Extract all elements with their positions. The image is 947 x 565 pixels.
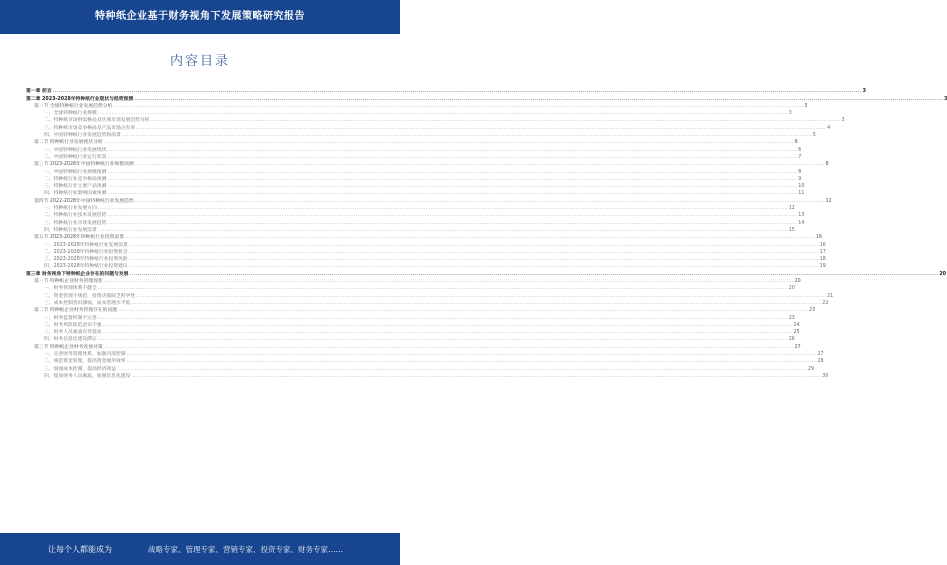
toc-leader-dots: ................................................................................................................................................................................................................................................................................................................................................................................................................ — [107, 169, 798, 175]
toc-entry-page: 8 — [798, 169, 802, 175]
toc-leader-dots: ................................................................................................................................................................................................................................................................................................................................................................................................................ — [128, 242, 819, 248]
toc-entry-label: 二、特种纸市场供需格局及区域市场发展趋势分析 — [44, 118, 150, 124]
toc-entry[interactable] — [26, 138, 798, 146]
toc-leader-dots: ................................................................................................................................................................................................................................................................................................................................................................................................................ — [136, 125, 827, 131]
toc-entry[interactable] — [26, 167, 802, 175]
toc-leader-dots: ................................................................................................................................................................................................................................................................................................................................................................................................................ — [126, 359, 817, 365]
toc-leader-dots: ................................................................................................................................................................................................................................................................................................................................................................................................................ — [52, 89, 862, 95]
toc-entry-label: 四、特种纸行业影响因素预测 — [44, 191, 107, 197]
toc-leader-dots: ................................................................................................................................................................................................................................................................................................................................................................................................................ — [150, 118, 841, 124]
toc-entry-label: 三、2023-2028年特种纸行业投资风险 — [44, 257, 128, 263]
toc-entry[interactable] — [26, 357, 824, 365]
toc-leader-dots: ................................................................................................................................................................................................................................................................................................................................................................................................................ — [103, 344, 794, 350]
toc-leader-dots: ................................................................................................................................................................................................................................................................................................................................................................................................................ — [128, 264, 819, 270]
toc-entry-page: 12 — [788, 206, 795, 212]
toc-leader-dots: ................................................................................................................................................................................................................................................................................................................................................................................................................ — [134, 162, 825, 168]
toc-heading: 内容目录 — [169, 54, 230, 69]
toc-leader-dots: ................................................................................................................................................................................................................................................................................................................................................................................................................ — [107, 191, 798, 197]
toc-leader-dots: ................................................................................................................................................................................................................................................................................................................................................................................................................ — [103, 279, 794, 285]
toc-entry-label: 第五节 2023-2028年特种纸行业投资前景 — [34, 235, 125, 241]
toc-entry-page: 26 — [788, 337, 795, 343]
toc-entry-label: 四、2023-2028年特种纸行业投资建议 — [44, 264, 128, 270]
toc-entry-page: 6 — [794, 140, 798, 146]
toc-entry-label: 第三节 2023-2028年中国特种纸行业规模预测 — [34, 162, 134, 168]
toc-entry-page: 18 — [819, 257, 826, 263]
toc-entry-page: 23 — [809, 308, 816, 314]
toc-entry-page: 30 — [822, 373, 829, 379]
toc-entry[interactable] — [26, 102, 808, 109]
toc-entry[interactable] — [26, 233, 823, 241]
toc-leader-dots: ................................................................................................................................................................................................................................................................................................................................................................................................................ — [97, 206, 788, 212]
toc-entry-label: 一、完善财务管理体系，加强内部控制 — [44, 351, 126, 357]
toc-entry-label: 三、特种纸行业主要产品预测 — [44, 184, 107, 190]
toc-entry-page: 9 — [798, 176, 802, 182]
toc-leader-dots: ................................................................................................................................................................................................................................................................................................................................................................................................................ — [107, 147, 798, 153]
toc-leader-dots: ................................................................................................................................................................................................................................................................................................................................................................................................................ — [125, 235, 815, 241]
toc-leader-dots: ................................................................................................................................................................................................................................................................................................................................................................................................................ — [97, 227, 788, 233]
toc-entry-page: 3 — [788, 111, 792, 117]
toc-entry-page: 25 — [793, 330, 800, 336]
toc-entry-page: 13 — [798, 213, 805, 219]
toc-entry[interactable] — [26, 145, 802, 153]
toc-entry[interactable] — [26, 116, 845, 124]
toc-leader-dots: ................................................................................................................................................................................................................................................................................................................................................................................................................ — [107, 220, 798, 226]
toc-entry-page: 8 — [825, 162, 829, 168]
toc-entry-page: 17 — [819, 249, 826, 255]
toc-entry-page: 12 — [825, 198, 832, 204]
toc-leader-dots: ................................................................................................................................................................................................................................................................................................................................................................................................................ — [97, 111, 788, 117]
toc-leader-dots: ................................................................................................................................................................................................................................................................................................................................................................................................................ — [97, 286, 788, 292]
toc-entry[interactable] — [26, 299, 829, 306]
toc-entry-page: 4 — [827, 125, 831, 131]
toc-leader-dots: ................................................................................................................................................................................................................................................................................................................................................................................................................ — [121, 133, 812, 139]
toc-entry[interactable] — [26, 211, 805, 219]
toc-entry-label: 二、2023-2028年特种纸行业投资机会 — [44, 249, 128, 255]
toc-entry-page: 10 — [798, 184, 805, 190]
toc-entry[interactable] — [26, 109, 792, 117]
toc-leader-dots: ................................................................................................................................................................................................................................................................................................................................................................................................................ — [131, 373, 822, 379]
toc-leader-dots: ................................................................................................................................................................................................................................................................................................................................................................................................................ — [129, 271, 939, 277]
toc-entry-label: 三、特种纸行业市场发展趋势 — [44, 220, 107, 226]
toc-entry-label: 第一节 全球特种纸行业发展趋势分析 — [34, 103, 113, 109]
toc-entry-label: 一、中国特种纸行业发展现状 — [44, 147, 107, 153]
toc-leader-dots: ................................................................................................................................................................................................................................................................................................................................................................................................................ — [116, 366, 807, 372]
toc-leader-dots: ................................................................................................................................................................................................................................................................................................................................................................................................................ — [134, 96, 944, 102]
toc-entry-label: 二、资金管理不规范，投资决策缺乏科学性 — [44, 293, 136, 299]
document-title: 特种纸企业基于财务视角下发展策略研究报告 — [95, 11, 305, 22]
toc-entry-page: 11 — [798, 191, 805, 197]
toc-entry-label: 一、特种纸行业发展方向 — [44, 206, 97, 212]
toc-entry[interactable] — [26, 328, 800, 336]
toc-entry[interactable] — [26, 248, 826, 255]
toc-leader-dots: ................................................................................................................................................................................................................................................................................................................................................................................................................ — [134, 198, 825, 204]
toc-entry[interactable] — [26, 284, 795, 292]
toc-leader-dots: ................................................................................................................................................................................................................................................................................................................................................................................................................ — [107, 184, 798, 190]
toc-entry-label: 四、特种纸行业发展前景 — [44, 227, 97, 233]
toc-entry[interactable] — [26, 189, 805, 197]
toc-entry-page: 7 — [798, 154, 802, 160]
toc-entry[interactable] — [26, 94, 947, 102]
toc-entry[interactable] — [26, 321, 800, 328]
toc-entry[interactable] — [26, 364, 814, 372]
toc-entry-label: 第四节 2022-2028年中国特种纸行业发展趋势 — [34, 198, 134, 204]
toc-entry[interactable] — [26, 335, 795, 343]
toc-entry-label: 第二节 特种纸行业发展现状分析 — [34, 140, 103, 146]
toc-entry-label: 二、中国特种纸行业运行状况 — [44, 154, 107, 160]
toc-leader-dots: ................................................................................................................................................................................................................................................................................................................................................................................................................ — [97, 315, 788, 321]
toc-leader-dots: ................................................................................................................................................................................................................................................................................................................................................................................................................ — [102, 330, 793, 336]
toc-entry-label: 二、规范资金管理，提高资金使用效率 — [44, 359, 126, 365]
toc-entry-label: 第一节 特种纸企业财务管理现状 — [34, 279, 103, 285]
toc-entry-page: 3 — [862, 89, 866, 95]
toc-entry-label: 三、财务人员素质有待提高 — [44, 330, 102, 336]
toc-entry-page: 19 — [819, 264, 826, 270]
toc-entry-page: 15 — [788, 227, 795, 233]
toc-entry[interactable] — [26, 240, 826, 248]
footer-text: 让每个人都能成为 — [48, 545, 112, 554]
toc-entry[interactable] — [26, 306, 816, 314]
toc-entry-label: 第三章 财务视角下特种纸企业存在的问题与发展 — [26, 271, 129, 277]
toc-entry-label: 第三节 特种纸企业财务发展对策 — [34, 344, 103, 350]
toc-entry-page: 21 — [827, 293, 834, 299]
table-of-contents — [26, 87, 947, 379]
toc-leader-dots: ................................................................................................................................................................................................................................................................................................................................................................................................................ — [131, 300, 822, 306]
toc-entry-page: 3 — [944, 96, 947, 102]
toc-entry-label: 三、加强成本控制，提高经济效益 — [44, 366, 116, 372]
toc-entry[interactable] — [26, 87, 866, 95]
toc-entry[interactable] — [26, 255, 826, 263]
toc-entry[interactable] — [26, 269, 947, 277]
toc-entry-page: 28 — [817, 359, 824, 365]
toc-entry-page: 16 — [815, 235, 823, 241]
toc-entry[interactable] — [26, 342, 801, 350]
toc-entry-label: 第二节 特种纸企业财务管理存在的问题 — [34, 308, 118, 314]
toc-entry-page: 6 — [798, 147, 802, 153]
toc-entry-label: 第一章 前言 — [26, 89, 52, 95]
toc-entry[interactable] — [26, 196, 832, 204]
toc-leader-dots: ................................................................................................................................................................................................................................................................................................................................................................................................................ — [107, 176, 798, 182]
toc-entry[interactable] — [26, 175, 802, 182]
toc-entry[interactable] — [26, 182, 805, 190]
toc-entry-label: 一、全球特种纸行业规模 — [44, 111, 97, 117]
toc-entry-label: 三、成本控制意识薄弱，成本管理水平低 — [44, 300, 131, 306]
toc-entry[interactable] — [26, 262, 826, 270]
toc-leader-dots: ................................................................................................................................................................................................................................................................................................................................................................................................................ — [136, 293, 827, 299]
toc-entry[interactable] — [26, 153, 802, 160]
toc-leader-dots: ................................................................................................................................................................................................................................................................................................................................................................................................................ — [107, 213, 798, 219]
footer-bar — [0, 533, 400, 565]
toc-entry-page: 29 — [807, 366, 814, 372]
toc-entry-label: 二、特种纸行业竞争格局预测 — [44, 176, 107, 182]
toc-entry-label: 四、中国特种纸行业发展趋势和前景 — [44, 133, 121, 139]
toc-leader-dots: ................................................................................................................................................................................................................................................................................................................................................................................................................ — [97, 337, 788, 343]
toc-leader-dots: ................................................................................................................................................................................................................................................................................................................................................................................................................ — [128, 249, 819, 255]
toc-entry-page: 5 — [812, 133, 816, 139]
toc-entry-label: 一、中国特种纸行业规模预测 — [44, 169, 107, 175]
toc-entry[interactable] — [26, 350, 824, 357]
toc-entry[interactable] — [26, 160, 829, 168]
toc-entry[interactable] — [26, 226, 795, 233]
toc-entry-label: 一、财务管理体系不健全 — [44, 286, 97, 292]
toc-entry[interactable] — [26, 123, 831, 131]
toc-leader-dots: ................................................................................................................................................................................................................................................................................................................................................................................................................ — [126, 351, 817, 357]
toc-entry[interactable] — [26, 204, 795, 212]
toc-entry-page: 27 — [794, 344, 801, 350]
toc-entry-label: 第二章 2023-2028年特种纸行业现状与趋势预测 — [26, 96, 134, 102]
toc-entry[interactable] — [26, 372, 829, 379]
toc-entry-label: 四、财务信息化建设滞后 — [44, 337, 97, 343]
toc-entry-page: 23 — [788, 315, 795, 321]
toc-entry-page: 24 — [793, 322, 800, 328]
toc-leader-dots: ................................................................................................................................................................................................................................................................................................................................................................................................................ — [113, 103, 804, 109]
toc-entry[interactable] — [26, 291, 834, 299]
toc-leader-dots: ................................................................................................................................................................................................................................................................................................................................................................................................................ — [128, 257, 819, 263]
toc-entry-label: 二、特种纸行业技术发展趋势 — [44, 213, 107, 219]
toc-entry-label: 三、特种纸市场竞争格局及产品市场占有率 — [44, 125, 136, 131]
toc-entry-page: 27 — [817, 351, 824, 357]
toc-leader-dots: ................................................................................................................................................................................................................................................................................................................................................................................................................ — [118, 308, 808, 314]
toc-entry-label: 一、财务监督机制不完善 — [44, 315, 97, 321]
toc-entry-label: 四、提高财务人员素质，加强信息化建设 — [44, 373, 131, 379]
toc-entry-page: 20 — [788, 286, 795, 292]
toc-entry[interactable] — [26, 313, 795, 321]
toc-leader-dots: ................................................................................................................................................................................................................................................................................................................................................................................................................ — [103, 140, 794, 146]
footer-subtitle: 战略专家、管理专家、营销专家、投资专家、财务专家…… — [148, 545, 343, 554]
toc-entry-label: 二、财务风险防范意识不强 — [44, 322, 102, 328]
toc-entry-page: 20 — [939, 271, 947, 277]
toc-leader-dots: ................................................................................................................................................................................................................................................................................................................................................................................................................ — [107, 154, 798, 160]
toc-entry-page: 3 — [804, 103, 808, 109]
toc-entry[interactable] — [26, 131, 816, 139]
toc-entry-page: 22 — [822, 300, 829, 306]
toc-entry-page: 20 — [794, 279, 801, 285]
toc-entry[interactable] — [26, 277, 801, 285]
toc-entry[interactable] — [26, 218, 805, 226]
toc-entry-label: 一、2023-2028年特种纸行业发展前景 — [44, 242, 128, 248]
toc-leader-dots: ................................................................................................................................................................................................................................................................................................................................................................................................................ — [102, 322, 793, 328]
toc-entry-page: 3 — [841, 118, 845, 124]
toc-entry-page: 14 — [798, 220, 805, 226]
toc-entry-page: 16 — [819, 242, 826, 248]
document-header-bar — [0, 0, 400, 34]
